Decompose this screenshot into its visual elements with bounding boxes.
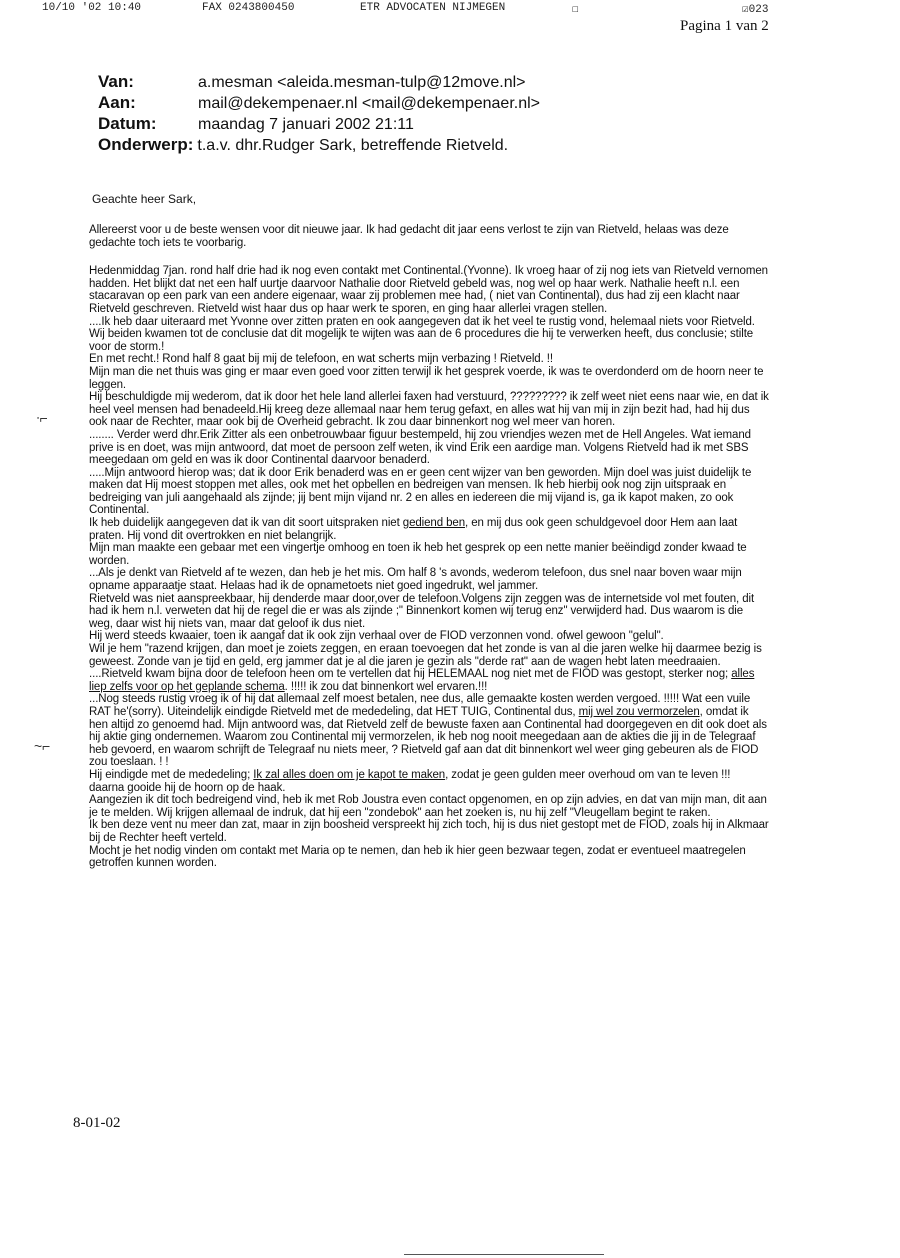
page-edge-line	[404, 1254, 604, 1255]
paragraph: En met recht.! Rond half 8 gaat bij mij de telefoon, en wat scherts mijn verbazing ! Rietveld. !!	[89, 353, 553, 366]
letter-body	[89, 224, 769, 870]
handwritten-margin-mark: ᐧ⌐	[36, 410, 48, 426]
from-value: a.mesman <aleida.mesman-tulp@12move.nl>	[198, 74, 526, 91]
paragraph: daarna gooide hij de hoorn op de haak.	[89, 781, 286, 794]
salutation: Geachte heer Sark,	[92, 192, 197, 206]
paragraph: Mijn man die net thuis was ging er maar even goed voor zitten terwijl ik het gesprek voerde, ik was te overdonderd om de hoorn neer te leggen.	[89, 365, 764, 391]
subject-row	[98, 135, 818, 156]
paragraph: Mijn man maakte een gebaar met een vingertje omhoog en toen ik heb het gesprek op een nette manier beëindigd zonder kwaad te worden.	[89, 542, 747, 567]
paragraph: Aangezien ik dit toch bedreigend vind, heb ik met Rob Joustra even contact opgenomen, en op zijn advies, en dat van mijn man, dit aan je te melden. Wij krijgen allemaal de indruk, dat hij een "zondebok" aan het zoeken is, nu hij zelf "Vleugellam begint te raken.	[89, 794, 767, 819]
paragraph: ....Ik heb daar uiteraard met Yvonne over zitten praten en ook aangegeven dat ik het veel te rustig vond, helemaal niets voor Rietveld. Wij beiden kwamen tot de conclusie dat dit mogelijk te wijten was aan de 6 procedures die hij te verwerken heeft, dus conclusie; stilte voor de storm.!	[89, 315, 755, 353]
date-label: Datum:	[98, 114, 157, 133]
from-label: Van:	[98, 72, 134, 91]
from-row	[98, 72, 818, 93]
page-indicator: Pagina 1 van 2	[680, 18, 769, 34]
email-header	[98, 72, 818, 156]
paragraph: Mocht je het nodig vinden om contakt met Maria op te nemen, dan heb ik hier geen bezwaar tegen, zodat er eventueel maatregelen getroffen kunnen worden.	[89, 844, 746, 870]
fax-transmission-header	[42, 2, 842, 16]
fax-page-number: ☑023	[742, 4, 769, 16]
paragraph: Hij eindigde met de mededeling; Ik zal alles doen om je kapot te maken, zodat je geen gulden meer overhoud om van te leven !!!	[89, 768, 731, 781]
paragraph: Ik heb duidelijk aangegeven dat ik van dit soort uitspraken niet gediend ben, en mij dus ook geen schuldgevoel door Hem aan laat praten. Hij vond dit overtrokken en niet belangrijk.	[89, 517, 738, 542]
underlined-phrase: mij wel zou vermorzelen	[578, 705, 700, 718]
paragraph: ........ Verder werd dhr.Erik Zitter als een onbetrouwbaar figuur bestempeld, hij zou vriendjes wezen met de Hell Angeles. Wat iemand prive is en doet, was mijn antwoord, dat moet de persoon zelf weten, ik vind Erik een aardige man. Volgens Rietveld had ik met SBS meegedaan om geld en was ik door Continental daarvoor benaderd.	[89, 428, 751, 467]
date-row	[98, 114, 818, 135]
subject-label: Onderwerp:	[98, 135, 194, 154]
paragraph: ...Als je denkt van Rietveld af te wezen, dan heb je het mis. Om half 8 's avonds, wederom telefoon, dus snel naar boven waar mijn opname apparaatje staat. Helaas had ik de opnametoets niet goed ingedrukt, wel jammer.	[89, 567, 742, 593]
underlined-phrase: alles liep zelfs voor op het geplande schema	[89, 668, 755, 693]
paragraph: .....Mijn antwoord hierop was; dat ik door Erik benaderd was en er geen cent wijzer van ben geworden. Mijn doel was juist duidelijk te maken dat Hij moest stoppen met alles, ook met het opbellen en bedreigen van mensen. Ik heb hierbij ook nog zijn uitspraak en bedreiging van juli aangehaald als zijnde; jij bent mijn vijand nr. 2 en alles en iedereen die mij vijand is, ga ik kapot maken, zo ook Continental.	[89, 466, 752, 517]
to-label: Aan:	[98, 93, 136, 112]
fax-datetime: 10/10 '02 10:40	[42, 2, 142, 14]
to-row	[98, 93, 818, 114]
underlined-phrase: gediend ben	[402, 517, 466, 530]
paragraph: Allereerst voor u de beste wensen voor dit nieuwe jaar. Ik had gedacht dit jaar eens verlost te zijn van Rietveld, helaas was deze gedachte toch iets te voorbarig.	[89, 224, 729, 249]
to-value: mail@dekempenaer.nl <mail@dekempenaer.nl>	[198, 95, 541, 112]
paragraph: ...Nog steeds rustig vroeg ik of hij dat allemaal zelf moest betalen, nee dus, alle gemaakte kosten werden vergoed. !!!!! Wat een vuile RAT he'(sorry). Uiteindelijk eindigde Rietveld met de mededeling, dat HET TUIG, Continental dus, mij wel zou vermorzelen, omdat ik hen altijd zo genoemd had. Mijn antwoord was, dat Rietveld zelf de bewuste faxen aan Continental had doorgegeven en dit ook doet als hij aktie ging ondernemen. Waarom zou Continental mij vermorzelen, ik heb nog nooit meegedaan aan de akties die jij in de Telegraaf heb gevoerd, en waarom schrijft de Telegraaf nu niets meer, ? Rietveld gaf aan dat dit binnenkort wel weer ging gebeuren als de FIOD zou toeslaan. ! !	[89, 693, 767, 769]
fax-number: FAX 0243800450	[202, 2, 295, 14]
paragraph: Hij beschuldigde mij wederom, dat ik door het hele land allerlei faxen had verstuurd, ????????? ik zelf weet niet eens naar wie, en dat ik heel veel mensen had benadeeld.Hij kreeg deze allemaal naar hem terug gefaxt, en alles wat hij van mij in zijn bezit had, had hij dus ook naar de Rechter, maar ook bij de Overheid gebracht. Ik zou daar binnenkort nog wel meer van horen.	[89, 391, 769, 429]
handwritten-date: 8-01-02	[73, 1115, 121, 1131]
date-value: maandag 7 januari 2002 21:11	[198, 116, 414, 133]
paragraph: Wil je hem "razend krijgen, dan moet je zoiets zeggen, en eraan toevoegen dat het zonde is van al die jaren welke hij daarmee bezig is geweest. Zonde van je tijd en geld, erg jammer dat je al die jaren je gezin als "derde rat" aan de wagen hebt laten meedraaien.	[89, 643, 762, 668]
handwritten-margin-mark: ~⌐	[34, 738, 51, 754]
subject-value: t.a.v. dhr.Rudger Sark, betreffende Rietveld.	[197, 137, 509, 154]
paragraph: Hedenmiddag 7jan. rond half drie had ik nog even contakt met Continental.(Yvonne). Ik vroeg haar of zij nog iets van Rietveld vernomen hadden. Het blijkt dat net een half uurtje daarvoor Nathalie door Rietveld gebeld was, nog wel op haar werk. Nathalie heeft n.l. een stacaravan op een park van een andere eigenaar, waar zij problemen mee had, ( niet van Continental), dus had zij een klacht naar Rietveld geschreven. Rietveld wist haar dus op haar werk te sporen, en ging haar allerlei vragen stellen.	[89, 265, 768, 315]
paragraph: ....Rietveld kwam bijna door de telefoon heen om te vertellen dat hij HELEMAAL nog niet met de FIOD was gestopt, sterker nog; alles liep zelfs voor op het geplande schema. !!!!! ik zou dat binnenkort wel ervaren.!!!	[89, 668, 755, 693]
fax-checkbox-mark: ☐	[572, 4, 579, 16]
paragraph: Hij werd steeds kwaaier, toen ik aangaf dat ik ook zijn verhaal over de FIOD verzonnen vond. ofwel gewoon "gelul".	[89, 630, 664, 643]
fax-firm-name: ETR ADVOCATEN NIJMEGEN	[360, 2, 506, 14]
paragraph: Ik ben deze vent nu meer dan zat, maar in zijn boosheid verspreekt hij zich toch, hij is dus niet gestopt met de FIOD, zoals hij in Alkmaar bij de Rechter heeft verteld.	[89, 819, 769, 844]
underlined-phrase: Ik zal alles doen om je kapot te maken	[253, 768, 446, 781]
paragraph: Rietveld was niet aanspreekbaar, hij denderde maar door,over de telefoon.Volgens zijn zeggen was de internetside vol met fouten, dit had ik hem n.l. verweten dat hij de regel die er was als zijnde ;" Binnenkort komen wij terug enz" verwijderd had. Dus waarom is die weg, daar wist hij niets van, maar dat geloof ik dus niet.	[89, 592, 755, 630]
